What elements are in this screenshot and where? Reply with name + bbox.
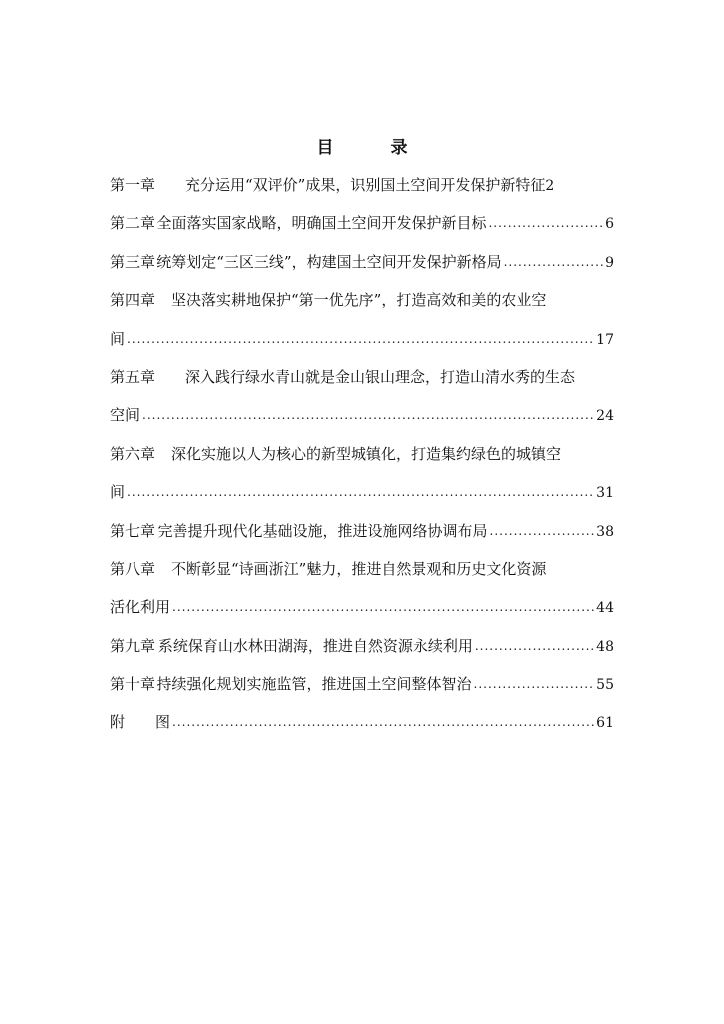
toc-entry-text: 系统保育山水林田湖海，推进自然资源永续利用	[157, 636, 473, 655]
toc-entry-4[interactable]	[110, 281, 614, 319]
toc-entry-text: 不断彰显“诗画浙江”魅力，推进自然景观和历史文化资源	[171, 559, 547, 578]
toc-leader-dots	[172, 703, 594, 741]
toc-entry-5-continued[interactable]	[110, 396, 614, 434]
toc-entry-text: 全面落实国家战略，明确国土空间开发保护新目标	[156, 214, 487, 233]
toc-page-number: 55	[596, 677, 614, 694]
table-of-contents	[110, 166, 614, 742]
toc-entry-6[interactable]	[110, 435, 614, 473]
toc-page-number: 17	[596, 331, 614, 348]
toc-entry-4-continued[interactable]	[110, 320, 614, 358]
toc-page-number: 31	[596, 485, 614, 502]
toc-leader-dots	[142, 396, 594, 434]
toc-entry-8[interactable]	[110, 550, 614, 588]
toc-chapter-label: 第十章	[110, 675, 156, 694]
toc-chapter-label: 第三章	[110, 252, 156, 271]
toc-entry-text: 充分运用“双评价”成果，识别国土空间开发保护新特征	[185, 176, 546, 194]
toc-entry-text: 坚决落实耕地保护“第一优先序”，打造高效和美的农业空	[171, 291, 547, 310]
toc-entry-text: 完善提升现代化基础设施，推进设施网络协调布局	[157, 521, 488, 540]
toc-entry-9[interactable]	[110, 627, 614, 665]
toc-chapter-label: 第七章	[110, 521, 156, 540]
toc-leader-dots	[474, 665, 595, 703]
toc-leader-dots	[488, 204, 603, 242]
toc-entry-appendix[interactable]	[110, 703, 614, 741]
toc-leader-dots	[172, 588, 594, 626]
toc-entry-text: 持续强化规划实施监管，推进国土空间整体智治	[156, 675, 472, 694]
toc-entry-5[interactable]	[110, 358, 614, 396]
toc-entry-3[interactable]	[110, 243, 614, 281]
toc-leader-dots	[127, 473, 594, 511]
toc-entry-6-continued[interactable]	[110, 473, 614, 511]
toc-chapter-label: 第四章	[110, 291, 156, 310]
toc-chapter-label: 附 图	[110, 713, 171, 732]
toc-entry-text-continued: 间	[110, 329, 126, 348]
toc-entry-2[interactable]	[110, 204, 614, 242]
toc-entry-text: 深入践行绿水青山就是金山银山理念，打造山清水秀的生态	[185, 367, 576, 386]
toc-page-number: 2	[545, 178, 555, 194]
toc-page-number: 9	[605, 254, 614, 271]
toc-entry-text-continued: 空间	[110, 406, 141, 425]
toc-entry-7[interactable]	[110, 512, 614, 550]
toc-chapter-label: 第八章	[110, 559, 156, 578]
toc-page-number: 24	[596, 408, 614, 425]
toc-chapter-label: 第五章	[110, 367, 156, 386]
toc-leader-dots	[504, 243, 603, 281]
toc-entry-8-continued[interactable]	[110, 588, 614, 626]
toc-leader-dots	[490, 512, 595, 550]
toc-page-number: 44	[596, 600, 614, 617]
toc-entry-text: 深化实施以人为核心的新型城镇化，打造集约绿色的城镇空	[171, 444, 562, 463]
toc-chapter-label: 第二章	[110, 214, 156, 233]
toc-page-number: 6	[605, 216, 614, 233]
toc-entry-text: 统筹划定“三区三线”，构建国土空间开发保护新格局	[156, 252, 502, 271]
toc-chapter-label: 第九章	[110, 636, 156, 655]
page-title: 目 录	[316, 138, 428, 158]
toc-entry-text-continued: 间	[110, 483, 126, 502]
toc-entry-10[interactable]	[110, 665, 614, 703]
toc-entry-1[interactable]	[110, 166, 614, 204]
toc-leader-dots	[127, 320, 594, 358]
toc-page-number: 61	[596, 715, 614, 732]
toc-entry-text-continued: 活化利用	[110, 598, 171, 617]
toc-chapter-label: 第六章	[110, 444, 156, 463]
toc-page-number: 48	[596, 638, 614, 655]
toc-leader-dots	[475, 627, 594, 665]
toc-chapter-label: 第一章	[110, 176, 156, 194]
toc-page-number: 38	[596, 523, 614, 540]
